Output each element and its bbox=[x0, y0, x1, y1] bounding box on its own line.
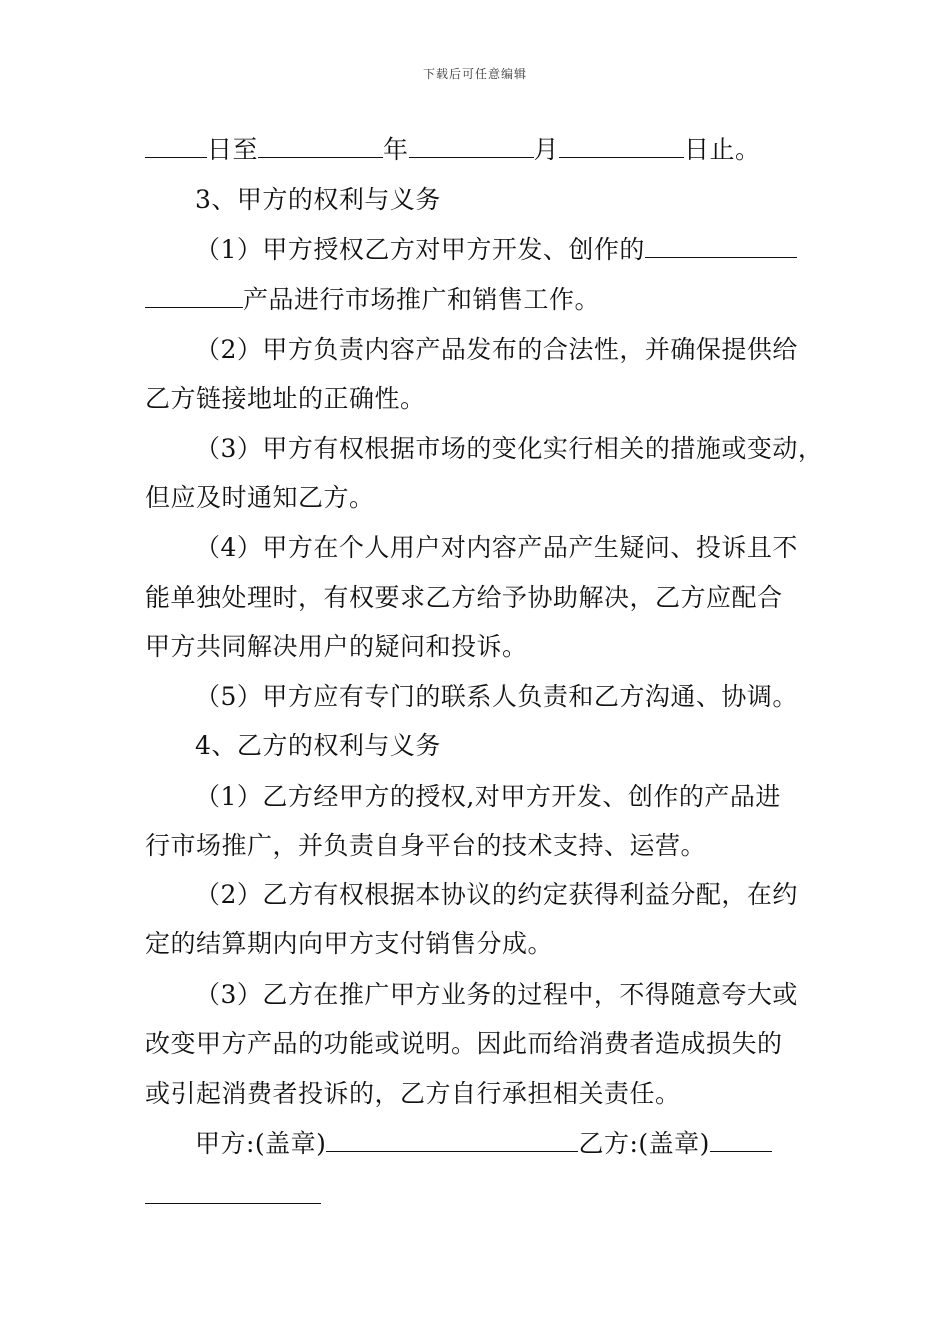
clause-b3-line3: 或引起消费者投诉的，乙方自行承担相关责任。 bbox=[145, 1079, 681, 1108]
blank-month[interactable] bbox=[409, 135, 534, 158]
party-a-seal-label: 甲方:(盖章) bbox=[195, 1129, 327, 1158]
blank-day-end[interactable] bbox=[559, 135, 684, 158]
clause-a3-line2: 但应及时通知乙方。 bbox=[145, 483, 375, 512]
clause-a1-line2 bbox=[145, 285, 600, 315]
text-year: 年 bbox=[383, 135, 409, 164]
section-heading-party-b: 4、乙方的权利与义务 bbox=[195, 731, 441, 760]
blank-year[interactable] bbox=[258, 135, 383, 158]
party-a-seal-blank[interactable] bbox=[326, 1129, 578, 1152]
text-day-end: 日止。 bbox=[684, 135, 761, 164]
party-b-seal-blank-cont[interactable] bbox=[145, 1203, 321, 1204]
clause-b2-line2: 定的结算期内向甲方支付销售分成。 bbox=[145, 929, 554, 958]
clause-b1-line2: 行市场推广，并负责自身平台的技术支持、运营。 bbox=[145, 831, 707, 860]
party-b-seal-label: 乙方:(盖章) bbox=[578, 1129, 710, 1158]
clause-a1-text-cont: 产品进行市场推广和销售工作。 bbox=[243, 285, 601, 314]
text-day-to: 日至 bbox=[207, 135, 259, 164]
clause-a4-line1: （4）甲方在个人用户对内容产品产生疑问、投诉且不 bbox=[195, 533, 798, 562]
clause-b3-line2: 改变甲方产品的功能或说明。因此而给消费者造成损失的 bbox=[145, 1029, 783, 1058]
blank-product-name[interactable] bbox=[645, 235, 797, 258]
text-month: 月 bbox=[533, 135, 560, 164]
section-heading-party-a: 3、甲方的权利与义务 bbox=[195, 185, 441, 214]
clause-a4-line3: 甲方共同解决用户的疑问和投诉。 bbox=[145, 632, 528, 661]
clause-b3-line1: （3）乙方在推广甲方业务的过程中，不得随意夸大或 bbox=[195, 980, 798, 1009]
clause-a3-line1: （3）甲方有权根据市场的变化实行相关的措施或变动， bbox=[195, 434, 824, 463]
blank-product-name-cont[interactable] bbox=[145, 285, 243, 308]
date-range-line bbox=[145, 135, 761, 165]
party-b-seal-blank[interactable] bbox=[710, 1129, 772, 1152]
clause-a4-line2: 能单独处理时，有权要求乙方给予协助解决，乙方应配合 bbox=[145, 583, 783, 612]
clause-a1-line1 bbox=[195, 235, 797, 265]
clause-a5: （5）甲方应有专门的联系人负责和乙方沟通、协调。 bbox=[195, 682, 798, 711]
clause-a2-line1: （2）甲方负责内容产品发布的合法性，并确保提供给 bbox=[195, 335, 798, 364]
clause-b2-line1: （2）乙方有权根据本协议的约定获得利益分配，在约 bbox=[195, 880, 798, 909]
signature-line bbox=[195, 1129, 772, 1159]
clause-b1-line1: （1）乙方经甲方的授权,对甲方开发、创作的产品进 bbox=[195, 782, 781, 811]
blank-day-start[interactable] bbox=[145, 135, 207, 158]
clause-a1-text: （1）甲方授权乙方对甲方开发、创作的 bbox=[195, 235, 645, 264]
clause-a2-line2: 乙方链接地址的正确性。 bbox=[145, 384, 426, 413]
page-header: 下载后可任意编辑 bbox=[422, 67, 527, 81]
